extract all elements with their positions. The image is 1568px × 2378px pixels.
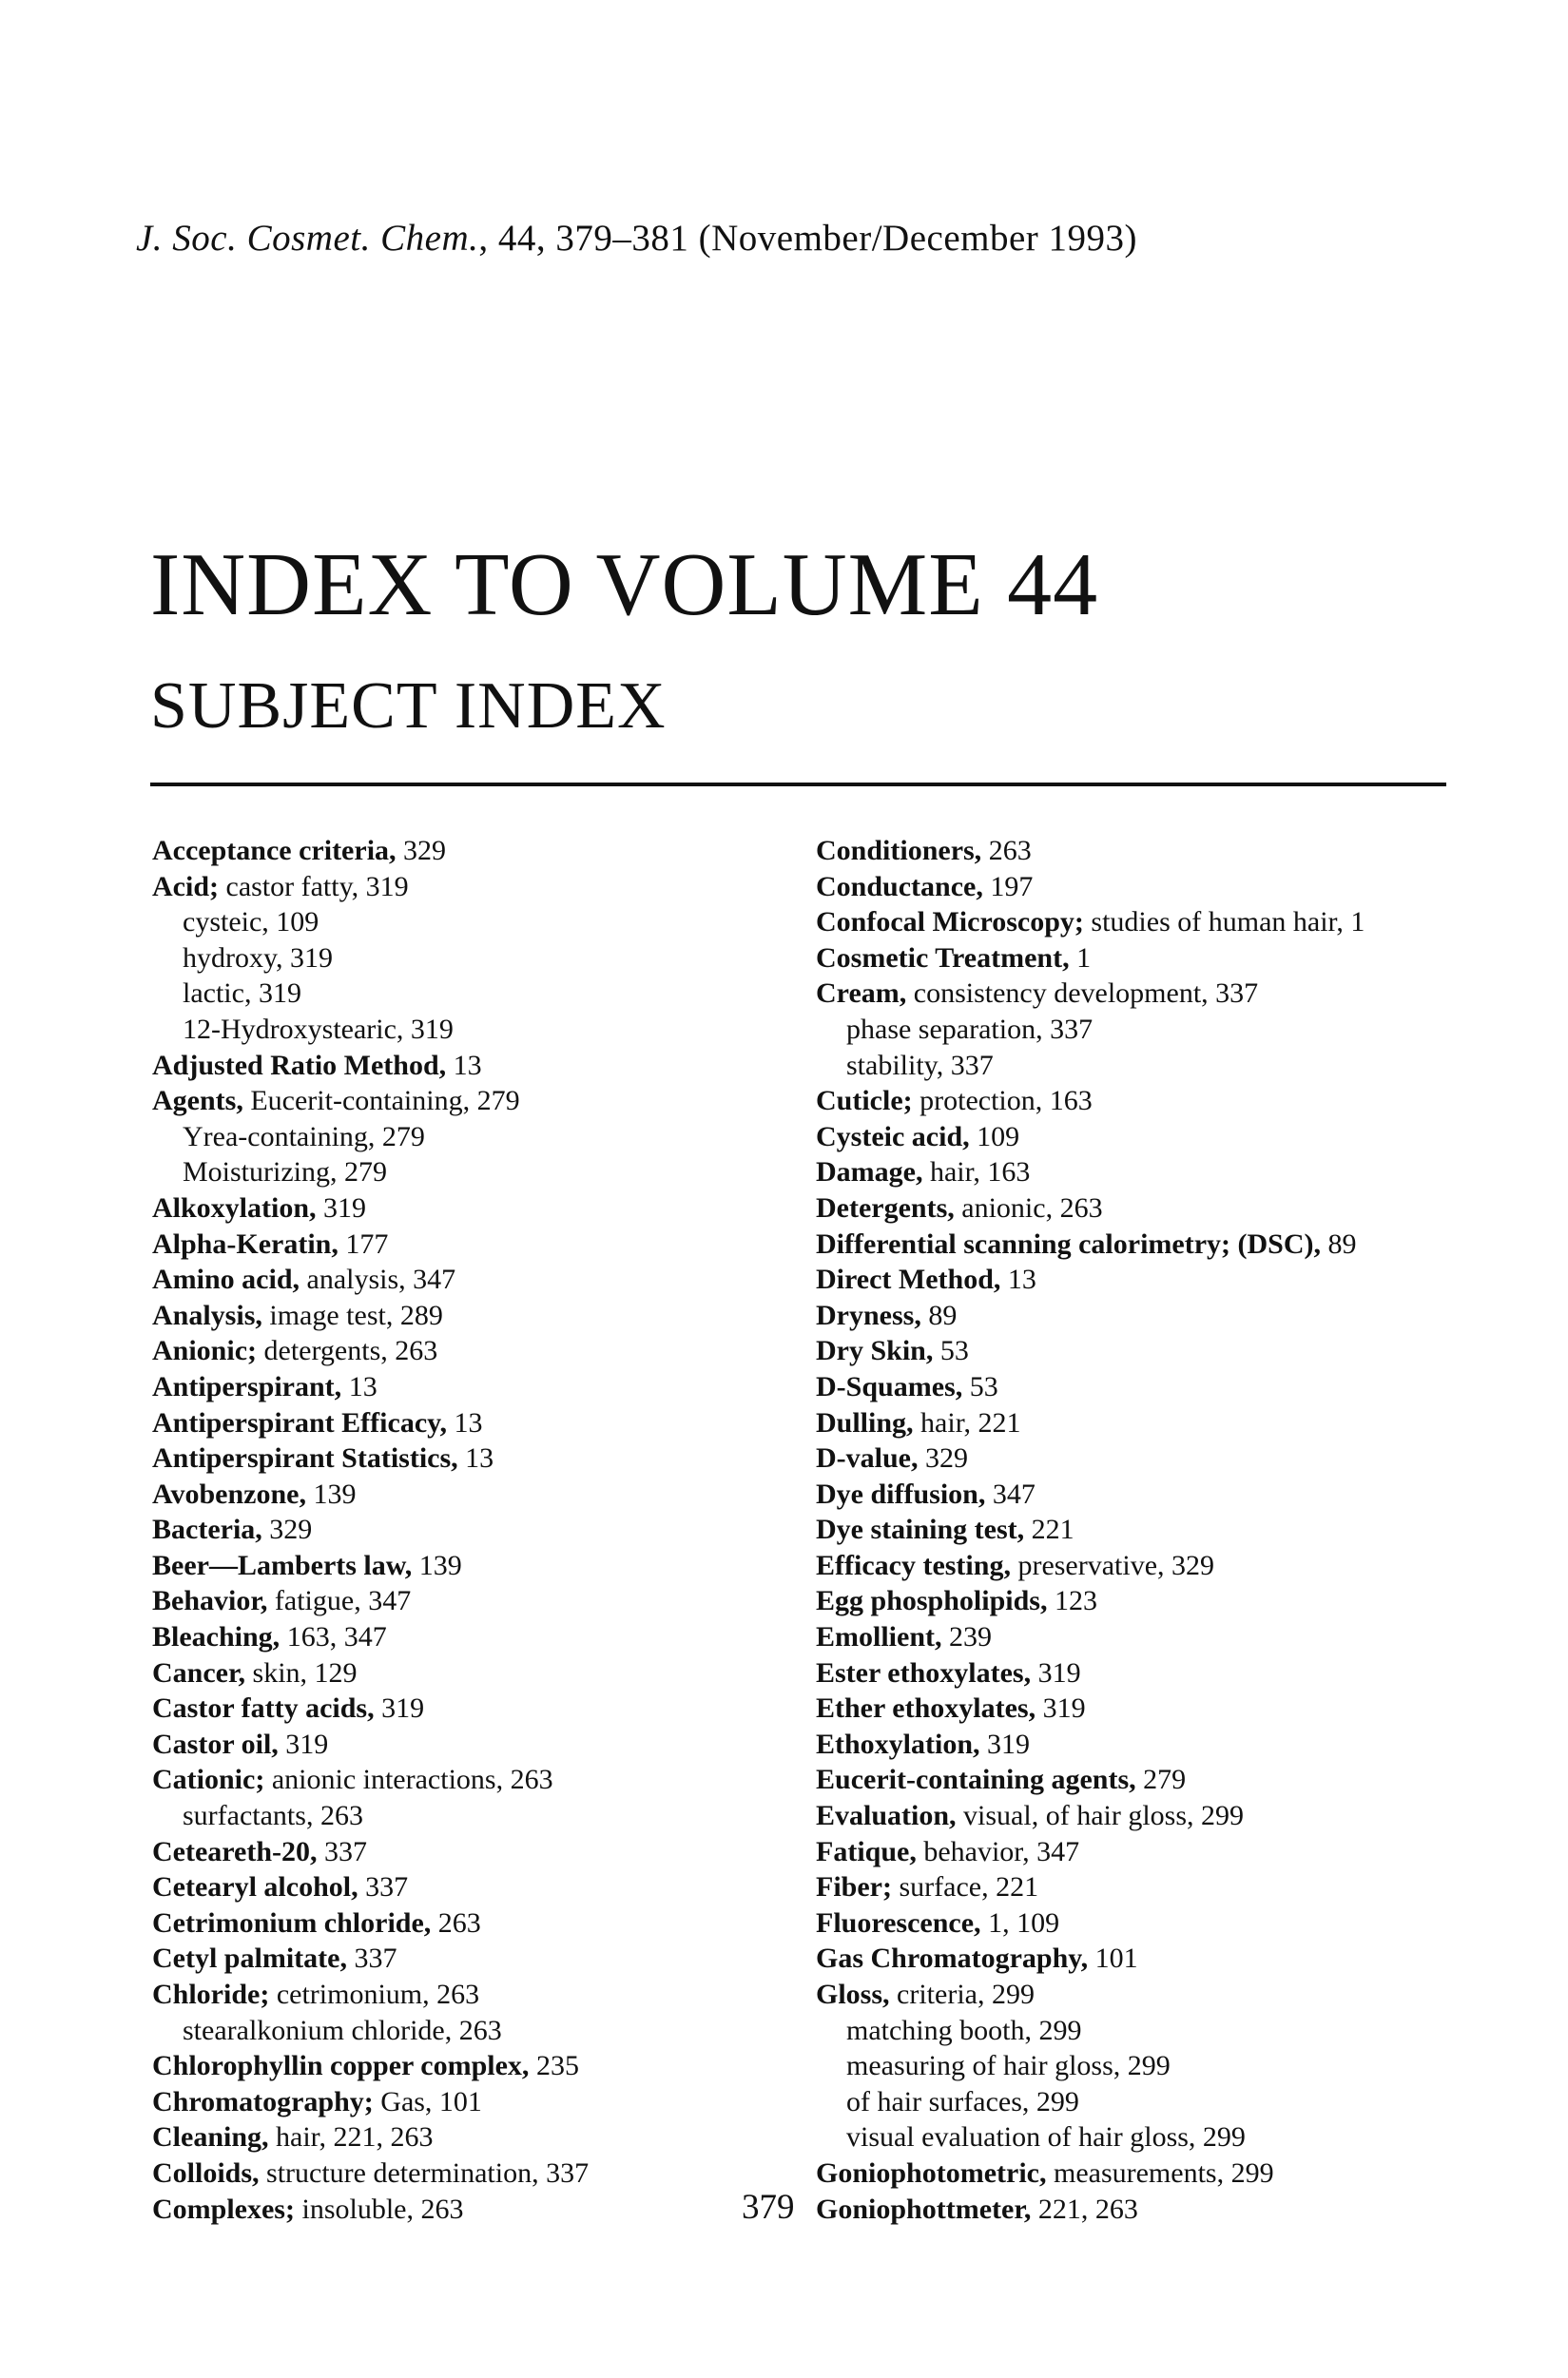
- index-term: Castor fatty acids,: [152, 1692, 375, 1725]
- page-number: 379: [742, 2188, 795, 2227]
- index-subentry: [816, 2013, 1558, 2049]
- index-term: Cationic;: [152, 1764, 265, 1796]
- index-term: Damage,: [816, 1156, 923, 1189]
- index-subentry: [152, 1012, 799, 1048]
- index-locator: 177: [338, 1228, 389, 1260]
- index-locator: 337: [358, 1871, 409, 1904]
- index-entry: [816, 1869, 1558, 1905]
- index-term: Efficacy testing,: [816, 1549, 1011, 1581]
- index-entry: [816, 1548, 1558, 1584]
- index-locator: 13: [446, 1406, 483, 1439]
- index-entry: [816, 1440, 1558, 1477]
- index-entry: [152, 1655, 799, 1692]
- index-locator: hydroxy, 319: [183, 941, 334, 974]
- index-entry: [152, 2084, 799, 2120]
- index-entry: [152, 1905, 799, 1942]
- citation-details: , 44, 379–381 (November/December 1993): [478, 218, 1138, 259]
- index-term: D-value,: [816, 1442, 919, 1475]
- index-entry: [152, 1477, 799, 1513]
- index-entry: [152, 1227, 799, 1263]
- index-locator: measurements, 299: [1046, 2156, 1274, 2189]
- index-locator: 329: [396, 835, 447, 866]
- index-locator: 329: [918, 1442, 968, 1475]
- index-entry: [816, 904, 1558, 940]
- index-term: Antiperspirant,: [152, 1370, 342, 1402]
- index-locator: measuring of hair gloss, 299: [846, 2050, 1171, 2082]
- page-title: INDEX TO VOLUME 44: [150, 535, 1099, 634]
- index-entry: [816, 1477, 1558, 1513]
- journal-name: J. Soc. Cosmet. Chem.: [136, 218, 479, 259]
- index-locator: 221, 263: [1031, 2193, 1138, 2225]
- index-entry: [816, 1227, 1558, 1263]
- index-term: Alkoxylation,: [152, 1191, 317, 1224]
- index-locator: analysis, 347: [300, 1264, 456, 1296]
- index-term: Cuticle;: [816, 1085, 913, 1117]
- index-term: Dryness,: [816, 1299, 921, 1331]
- index-entry: [152, 1834, 799, 1870]
- index-term: Ethoxylation,: [816, 1728, 980, 1760]
- index-entry: [816, 1655, 1558, 1692]
- index-locator: of hair surfaces, 299: [846, 2085, 1079, 2117]
- index-term: Fluorescence,: [816, 1906, 981, 1939]
- index-term: Behavior,: [152, 1585, 268, 1617]
- index-term: Castor oil,: [152, 1728, 279, 1760]
- index-term: Bleaching,: [152, 1621, 281, 1653]
- index-entry: [816, 869, 1558, 905]
- index-entry: [152, 833, 799, 869]
- index-entry: [152, 2192, 799, 2228]
- index-entry: [152, 1583, 799, 1619]
- index-entry: [152, 1512, 799, 1548]
- index-term: Dry Skin,: [816, 1335, 934, 1367]
- index-locator: 337: [317, 1835, 368, 1867]
- index-term: Confocal Microscopy;: [816, 906, 1084, 938]
- index-locator: hair, 163: [922, 1156, 1031, 1189]
- index-term: D-Squames,: [816, 1370, 963, 1402]
- index-column-right: [816, 833, 1558, 2227]
- index-term: Chlorophyllin copper complex,: [152, 2050, 530, 2082]
- index-locator: phase separation, 337: [846, 1013, 1094, 1045]
- index-entry: [152, 1762, 799, 1798]
- index-locator: protection, 163: [912, 1085, 1093, 1117]
- index-term: Acid;: [152, 870, 219, 902]
- index-locator: 139: [305, 1478, 357, 1510]
- index-entry: [152, 1691, 799, 1727]
- index-subentry: [152, 904, 799, 940]
- index-entry: [152, 1405, 799, 1441]
- index-locator: 109: [969, 1120, 1020, 1152]
- index-locator: cysteic, 109: [183, 906, 319, 938]
- index-locator: stability, 337: [846, 1049, 994, 1081]
- index-entry: [816, 1405, 1558, 1441]
- index-locator: structure determination, 337: [259, 2156, 590, 2189]
- index-term: Acceptance criteria,: [152, 835, 397, 866]
- index-term: Fatique,: [816, 1835, 917, 1867]
- index-term: Bacteria,: [152, 1514, 262, 1546]
- index-entry: [816, 2156, 1558, 2192]
- index-locator: fatigue, 347: [267, 1585, 412, 1617]
- index-entry: [816, 1583, 1558, 1619]
- index-entry: [152, 1619, 799, 1655]
- index-entry: [816, 1512, 1558, 1548]
- index-entry: [152, 1048, 799, 1084]
- index-entry: [816, 1333, 1558, 1369]
- index-locator: behavior, 347: [916, 1835, 1080, 1867]
- index-locator: preservative, 329: [1010, 1549, 1215, 1581]
- index-subentry: [816, 1012, 1558, 1048]
- index-locator: 319: [316, 1191, 367, 1224]
- index-locator: 53: [933, 1335, 969, 1367]
- index-term: Chromatography;: [152, 2085, 374, 2117]
- index-locator: castor fatty, 319: [219, 870, 409, 902]
- index-term: Evaluation,: [816, 1800, 957, 1832]
- index-locator: 279: [1135, 1764, 1187, 1796]
- index-locator: skin, 129: [245, 1656, 358, 1689]
- index-entry: [816, 1905, 1558, 1942]
- index-subentry: [816, 2048, 1558, 2084]
- section-title: SUBJECT INDEX: [150, 669, 667, 743]
- index-entry: [152, 1298, 799, 1334]
- index-locator: 263: [981, 835, 1032, 866]
- index-term: Anionic;: [152, 1335, 258, 1367]
- index-locator: Moisturizing, 279: [183, 1156, 387, 1189]
- index-entry: [816, 976, 1558, 1012]
- index-term: Avobenzone,: [152, 1478, 306, 1510]
- index-entry: [816, 1619, 1558, 1655]
- index-locator: 13: [341, 1370, 377, 1402]
- index-term: Cetrimonium chloride,: [152, 1906, 432, 1939]
- index-term: Ceteareth-20,: [152, 1835, 318, 1867]
- index-subentry: [152, 1119, 799, 1155]
- index-term: Agents,: [152, 1085, 243, 1117]
- index-locator: 263: [431, 1906, 481, 1939]
- index-term: Colloids,: [152, 2156, 260, 2189]
- index-term: Detergents,: [816, 1191, 955, 1224]
- index-term: Cetearyl alcohol,: [152, 1871, 358, 1904]
- index-entry: [152, 1548, 799, 1584]
- index-entry: [152, 1977, 799, 2013]
- index-subentry: [152, 1154, 799, 1190]
- index-locator: 235: [529, 2050, 579, 2082]
- index-entry: [152, 1727, 799, 1763]
- index-locator: studies of human hair, 1: [1083, 906, 1365, 938]
- index-term: Egg phospholipids,: [816, 1585, 1048, 1617]
- index-locator: 101: [1088, 1943, 1138, 1975]
- index-locator: 13: [1000, 1264, 1036, 1296]
- index-term: Dye diffusion,: [816, 1478, 986, 1510]
- index-term: Dye staining test,: [816, 1514, 1025, 1546]
- index-subentry: [152, 976, 799, 1012]
- index-locator: 89: [920, 1299, 958, 1331]
- index-entry: [816, 2192, 1558, 2228]
- index-locator: insoluble, 263: [294, 2193, 464, 2225]
- index-locator: hair, 221, 263: [268, 2121, 434, 2154]
- index-term: Fiber;: [816, 1871, 892, 1904]
- index-entry: [152, 1190, 799, 1227]
- index-locator: 319: [1036, 1692, 1086, 1725]
- index-term: Gloss,: [816, 1979, 890, 2010]
- title-rule: [150, 783, 1446, 786]
- index-term: Antiperspirant Statistics,: [152, 1442, 458, 1475]
- index-locator: detergents, 263: [257, 1335, 438, 1367]
- index-subentry: [816, 2084, 1558, 2120]
- index-term: Beer—Lamberts law,: [152, 1549, 413, 1581]
- index-term: Ether ethoxylates,: [816, 1692, 1036, 1725]
- index-locator: 123: [1047, 1585, 1097, 1617]
- index-entry: [152, 1869, 799, 1905]
- index-locator: 319: [979, 1728, 1031, 1760]
- index-entry: [816, 1762, 1558, 1798]
- index-locator: 239: [941, 1621, 992, 1653]
- index-locator: 347: [985, 1478, 1036, 1510]
- index-entry: [816, 1298, 1558, 1334]
- index-term: Direct Method,: [816, 1264, 1001, 1296]
- index-entry: [816, 1941, 1558, 1977]
- index-subentry: [816, 1048, 1558, 1084]
- index-term: Chloride;: [152, 1979, 270, 2010]
- index-locator: 197: [982, 870, 1034, 902]
- index-locator: surface, 221: [891, 1871, 1039, 1904]
- index-entry: [816, 940, 1558, 976]
- index-term: Alpha-Keratin,: [152, 1228, 339, 1260]
- index-locator: anionic, 263: [954, 1191, 1103, 1224]
- index-term: Antiperspirant Efficacy,: [152, 1406, 447, 1439]
- index-term: Goniophottmeter,: [816, 2193, 1032, 2225]
- index-locator: 1, 109: [980, 1906, 1060, 1939]
- index-term: Eucerit-containing agents,: [816, 1764, 1136, 1796]
- index-locator: surfactants, 263: [183, 1800, 363, 1832]
- index-entry: [152, 1440, 799, 1477]
- index-term: Complexes;: [152, 2193, 295, 2225]
- index-locator: visual, of hair gloss, 299: [956, 1800, 1245, 1832]
- index-term: Cleaning,: [152, 2121, 269, 2154]
- index-entry: [816, 1798, 1558, 1834]
- index-locator: 329: [261, 1514, 313, 1546]
- index-term: Dulling,: [816, 1406, 914, 1439]
- index-subentry: [152, 1798, 799, 1834]
- index-term: Conditioners,: [816, 835, 982, 866]
- index-term: Cancer,: [152, 1656, 246, 1689]
- index-entry: [816, 1977, 1558, 2013]
- index-locator: 139: [412, 1549, 462, 1581]
- index-locator: consistency development, 337: [906, 977, 1259, 1010]
- index-entry: [816, 1727, 1558, 1763]
- index-entry: [816, 1119, 1558, 1155]
- index-term: Gas Chromatography,: [816, 1943, 1089, 1975]
- index-term: Adjusted Ratio Method,: [152, 1049, 447, 1081]
- index-term: Ester ethoxylates,: [816, 1656, 1032, 1689]
- index-term: Cosmetic Treatment,: [816, 941, 1070, 974]
- index-locator: hair, 221: [913, 1406, 1021, 1439]
- index-locator: 319: [374, 1692, 425, 1725]
- index-entry: [816, 1083, 1558, 1119]
- index-locator: 13: [446, 1049, 482, 1081]
- index-term: Analysis,: [152, 1299, 262, 1331]
- index-entry: [152, 869, 799, 905]
- index-entry: [816, 1369, 1558, 1405]
- index-column-left: [152, 833, 799, 2227]
- index-locator: 1: [1069, 941, 1092, 974]
- index-locator: 53: [962, 1370, 998, 1402]
- index-term: Goniophotometric,: [816, 2156, 1047, 2189]
- index-term: Conductance,: [816, 870, 983, 902]
- index-entry: [152, 2156, 799, 2192]
- index-subentry: [152, 940, 799, 976]
- index-locator: 319: [1031, 1656, 1081, 1689]
- index-term: Cream,: [816, 977, 907, 1010]
- index-locator: matching booth, 299: [846, 2014, 1082, 2046]
- index-term: Cetyl palmitate,: [152, 1943, 347, 1975]
- index-subentry: [816, 2119, 1558, 2156]
- index-locator: criteria, 299: [889, 1979, 1035, 2010]
- index-entry: [816, 1154, 1558, 1190]
- index-entry: [816, 833, 1558, 869]
- index-locator: Yrea-containing, 279: [183, 1120, 425, 1152]
- index-locator: image test, 289: [261, 1299, 443, 1331]
- index-entry: [816, 1190, 1558, 1227]
- index-entry: [152, 1262, 799, 1298]
- journal-citation: [136, 217, 1137, 260]
- index-entry: [152, 1083, 799, 1119]
- index-term: Differential scanning calorimetry; (DSC),: [816, 1228, 1322, 1260]
- index-entry: [152, 2048, 799, 2084]
- index-entry: [152, 1369, 799, 1405]
- index-entry: [152, 1941, 799, 1977]
- index-locator: stearalkonium chloride, 263: [183, 2014, 502, 2046]
- index-locator: 13: [457, 1442, 494, 1475]
- index-entry: [816, 1691, 1558, 1727]
- index-locator: anionic interactions, 263: [264, 1764, 553, 1796]
- index-locator: Gas, 101: [373, 2085, 482, 2117]
- index-locator: 221: [1024, 1514, 1074, 1546]
- index-term: Cysteic acid,: [816, 1120, 970, 1152]
- index-locator: 12-Hydroxystearic, 319: [183, 1013, 454, 1045]
- index-entry: [152, 2119, 799, 2156]
- index-locator: 163, 347: [280, 1621, 387, 1653]
- index-entry: [816, 1262, 1558, 1298]
- index-locator: cetrimonium, 263: [269, 1979, 480, 2010]
- index-term: Amino acid,: [152, 1264, 300, 1296]
- index-locator: 319: [278, 1728, 329, 1760]
- index-locator: visual evaluation of hair gloss, 299: [846, 2121, 1246, 2154]
- index-locator: 89: [1321, 1228, 1357, 1260]
- index-term: Emollient,: [816, 1621, 942, 1653]
- index-locator: 337: [346, 1943, 397, 1975]
- index-locator: Eucerit-containing, 279: [242, 1085, 520, 1117]
- index-entry: [816, 1834, 1558, 1870]
- index-subentry: [152, 2013, 799, 2049]
- index-locator: lactic, 319: [183, 977, 301, 1010]
- index-entry: [152, 1333, 799, 1369]
